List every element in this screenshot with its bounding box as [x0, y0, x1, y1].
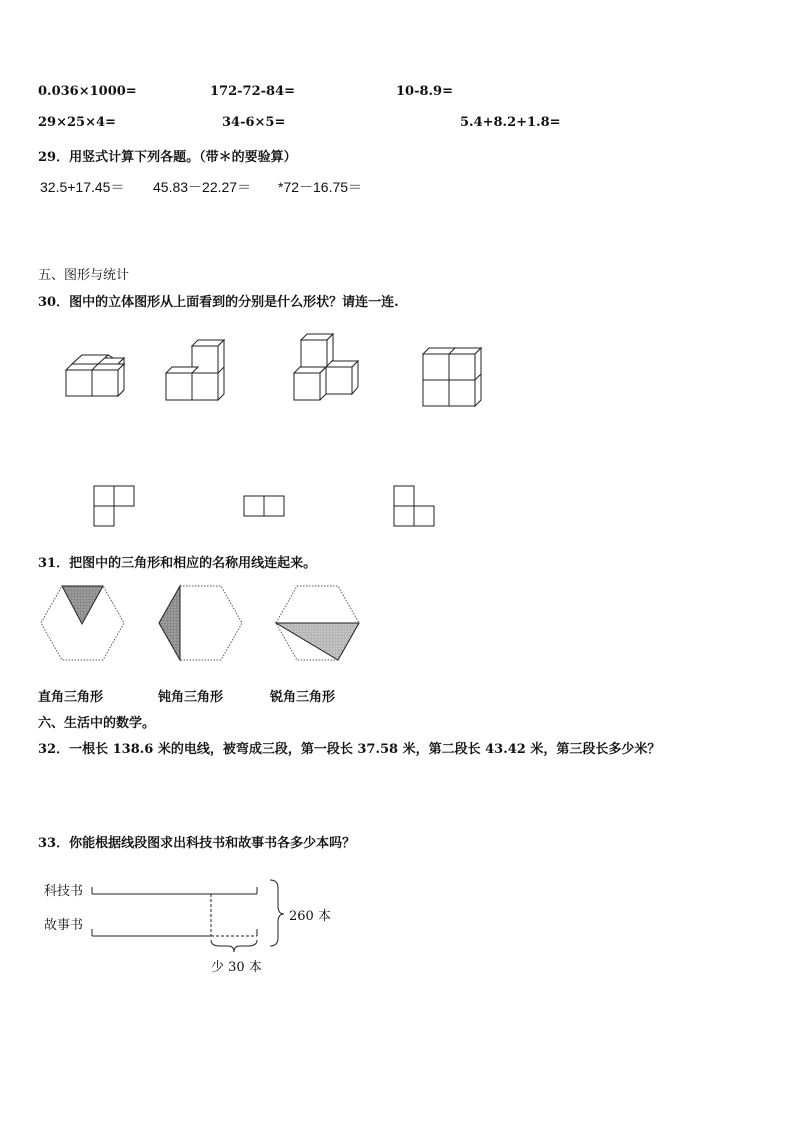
- q29-expr-3: *72－16.75＝: [278, 179, 363, 195]
- q31-label-right: 直角三角形: [38, 690, 104, 705]
- q31-label-obtuse: 钝角三角形: [158, 690, 224, 705]
- calc-5: 34-6×5=: [222, 115, 286, 130]
- section-5-title: 五、图形与统计: [38, 268, 130, 283]
- section-6-title: 六、生活中的数学。: [38, 716, 156, 731]
- label-story-books: 故事书: [44, 918, 84, 933]
- calc-1: 0.036×1000=: [38, 84, 137, 99]
- q31-label-acute: 锐角三角形: [270, 690, 336, 705]
- q33-title: 33．你能根据线段图求出科技书和故事书各多少本吗？: [38, 836, 356, 851]
- calc-3: 10-8.9=: [396, 84, 453, 99]
- calc-2: 172-72-84=: [210, 84, 296, 99]
- q29-expr-2: 45.83－22.27＝: [153, 179, 252, 195]
- total-label: 260 本: [289, 909, 331, 924]
- label-tech-books: 科技书: [44, 884, 84, 899]
- q29-expr-1: 32.5+17.45＝: [40, 179, 125, 195]
- less-label: 少 30 本: [211, 960, 262, 975]
- q30-title: 30．图中的立体图形从上面看到的分别是什么形状？请连一连.: [38, 295, 399, 310]
- q31-title: 31．把图中的三角形和相应的名称用线连起来。: [38, 556, 317, 571]
- calc-4: 29×25×4=: [38, 115, 116, 130]
- calc-6: 5.4+8.2+1.8=: [460, 115, 561, 130]
- q32-title: 32．一根长 138.6 米的电线，被弯成三段，第一段长 37.58 米，第二段长 43.42 米，第三段长多少米？: [38, 742, 661, 757]
- q29-title: 29．用竖式计算下列各题。（带＊的要验算）: [38, 150, 297, 165]
